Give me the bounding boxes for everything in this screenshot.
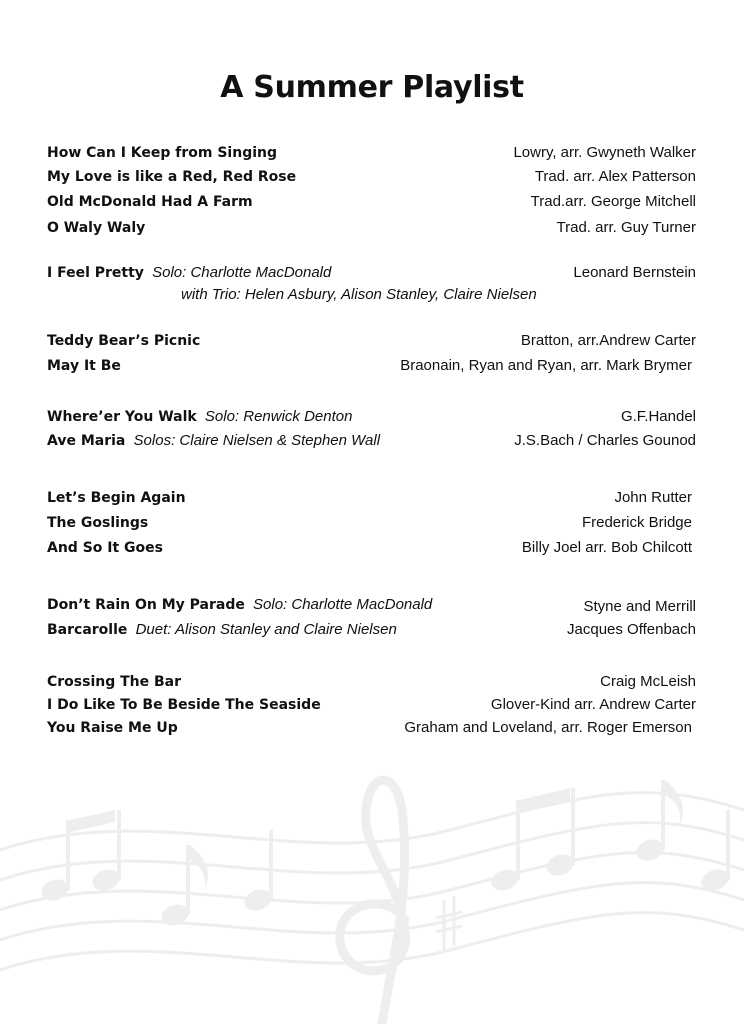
song-composer: Craig McLeish [600, 673, 696, 690]
song-title: O Waly Waly [47, 220, 146, 236]
song-row [47, 217, 696, 239]
song-title: Where’er You Walk [47, 409, 197, 425]
song-row [47, 330, 696, 352]
song-soloist: Solo: Charlotte MacDonald [253, 596, 433, 613]
song-title: I Feel Pretty [47, 265, 144, 281]
song-composer: Trad. arr. Guy Turner [556, 219, 696, 236]
song-soloist: Solo: Charlotte MacDonald [152, 264, 332, 281]
song-row [47, 430, 696, 452]
song-composer: Braonain, Ryan and Ryan, arr. Mark Brymer [400, 357, 692, 374]
song-composer: Graham and Loveland, arr. Roger Emerson [404, 719, 692, 736]
song-subline: with Trio: Helen Asbury, Alison Stanley, Claire Nielsen [181, 286, 537, 303]
song-row [47, 694, 696, 716]
song-title: Old McDonald Had A Farm [47, 194, 253, 210]
song-composer: G.F.Handel [620, 408, 696, 425]
song-composer: Bratton, arr.Andrew Carter [520, 332, 696, 349]
song-soloist: Solos: Claire Nielsen & Stephen Wall [133, 432, 381, 449]
song-composer: Leonard Bernstein [573, 264, 696, 281]
song-title: Don’t Rain On My Parade [47, 597, 245, 613]
song-title: How Can I Keep from Singing [47, 145, 278, 161]
song-row [47, 717, 696, 739]
song-row [47, 262, 696, 284]
song-row [47, 619, 696, 641]
song-row [47, 166, 696, 188]
song-composer: Trad. arr. Alex Patterson [534, 168, 696, 185]
song-composer: Glover-Kind arr. Andrew Carter [490, 696, 696, 713]
song-title: Teddy Bear’s Picnic [47, 333, 201, 349]
song-row [47, 191, 696, 213]
song-title: My Love is like a Red, Red Rose [47, 169, 297, 185]
song-title: Ave Maria [47, 433, 126, 449]
song-composer: Frederick Bridge [581, 514, 692, 531]
song-row [47, 594, 696, 616]
song-title: You Raise Me Up [47, 720, 178, 736]
song-title: The Goslings [47, 515, 149, 531]
song-composer: Styne and Merrill [583, 598, 696, 615]
song-row [47, 355, 696, 377]
song-composer: Lowry, arr. Gwyneth Walker [513, 144, 696, 161]
music-staff-decoration [0, 740, 744, 1024]
song-composer: J.S.Bach / Charles Gounod [514, 432, 696, 449]
song-composer: John Rutter [614, 489, 692, 506]
song-row [47, 512, 696, 534]
song-soloist: Solo: Renwick Denton [204, 408, 353, 425]
song-title: May It Be [47, 358, 121, 374]
song-title: Let’s Begin Again [47, 490, 186, 506]
song-title: Crossing The Bar [47, 674, 182, 690]
song-row [47, 142, 696, 164]
song-title: I Do Like To Be Beside The Seaside [47, 697, 321, 713]
song-soloist: Duet: Alison Stanley and Claire Nielsen [135, 621, 397, 638]
song-composer: Jacques Offenbach [567, 621, 696, 638]
song-row [47, 671, 696, 693]
page-title: A Summer Playlist [220, 70, 524, 105]
song-row [47, 537, 696, 559]
song-row [47, 487, 696, 509]
song-composer: Billy Joel arr. Bob Chilcott [521, 539, 692, 556]
song-title: Barcarolle [47, 622, 128, 638]
song-composer: Trad.arr. George Mitchell [530, 193, 696, 210]
song-title: And So It Goes [47, 540, 163, 556]
song-row [47, 406, 696, 428]
